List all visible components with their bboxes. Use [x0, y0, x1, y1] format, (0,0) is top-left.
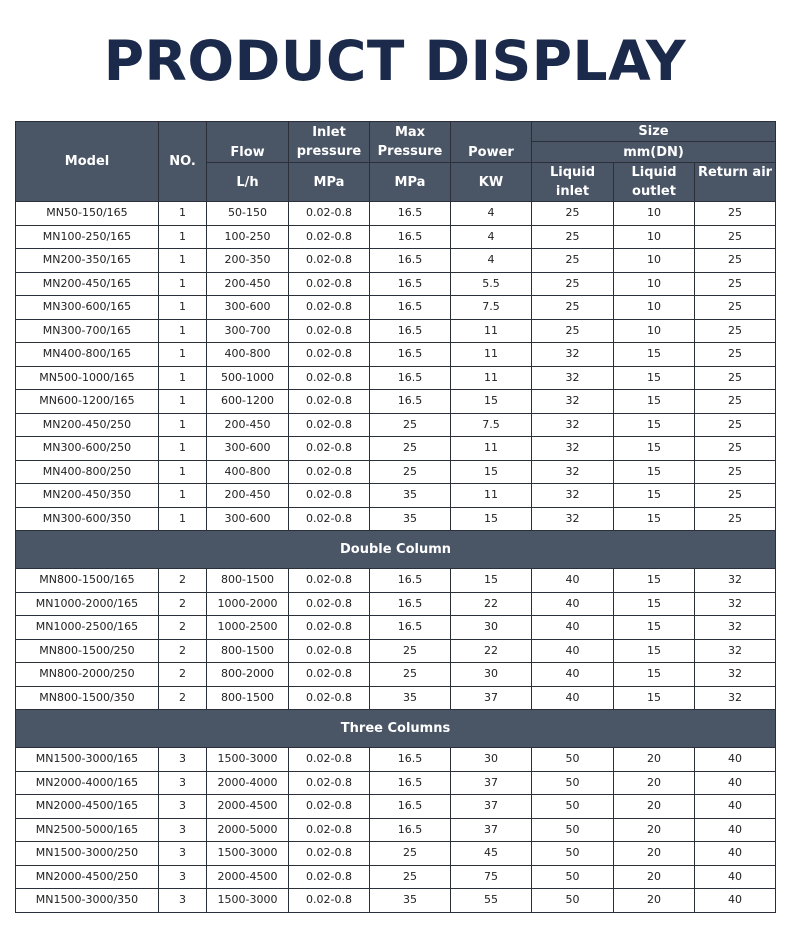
cell-power: 37 [451, 795, 532, 819]
table-row [16, 889, 776, 913]
table-row [16, 249, 776, 273]
cell-return-air: 25 [695, 507, 776, 531]
cell-return-air: 40 [695, 842, 776, 866]
cell-return-air: 25 [695, 437, 776, 461]
cell-flow: 1000-2500 [207, 616, 289, 640]
table-row [16, 748, 776, 772]
cell-model: MN200-350/165 [16, 249, 159, 273]
cell-return-air: 25 [695, 484, 776, 508]
cell-max-pressure: 16.5 [370, 390, 451, 414]
cell-inlet-pressure: 0.02-0.8 [289, 865, 370, 889]
cell-inlet-pressure: 0.02-0.8 [289, 484, 370, 508]
cell-inlet-pressure: 0.02-0.8 [289, 748, 370, 772]
table-row [16, 202, 776, 226]
cell-flow: 1000-2000 [207, 592, 289, 616]
cell-power: 37 [451, 818, 532, 842]
table-row [16, 225, 776, 249]
cell-model: MN400-800/165 [16, 343, 159, 367]
cell-no: 1 [159, 249, 207, 273]
cell-liquid-inlet: 50 [532, 771, 614, 795]
cell-flow: 300-700 [207, 319, 289, 343]
header-flow: Flow [207, 122, 289, 163]
cell-liquid-outlet: 15 [614, 616, 695, 640]
table-row [16, 639, 776, 663]
cell-flow: 200-450 [207, 484, 289, 508]
header-no: NO. [159, 122, 207, 202]
cell-max-pressure: 16.5 [370, 296, 451, 320]
cell-power: 15 [451, 390, 532, 414]
cell-no: 1 [159, 484, 207, 508]
cell-return-air: 25 [695, 460, 776, 484]
cell-model: MN200-450/350 [16, 484, 159, 508]
cell-liquid-outlet: 10 [614, 296, 695, 320]
cell-liquid-inlet: 50 [532, 748, 614, 772]
cell-model: MN1500-3000/250 [16, 842, 159, 866]
cell-flow: 300-600 [207, 507, 289, 531]
cell-liquid-inlet: 50 [532, 842, 614, 866]
cell-return-air: 40 [695, 795, 776, 819]
cell-max-pressure: 25 [370, 413, 451, 437]
cell-no: 1 [159, 296, 207, 320]
cell-liquid-inlet: 40 [532, 592, 614, 616]
cell-max-pressure: 16.5 [370, 795, 451, 819]
cell-max-pressure: 35 [370, 889, 451, 913]
cell-no: 3 [159, 889, 207, 913]
cell-liquid-outlet: 15 [614, 437, 695, 461]
cell-liquid-outlet: 15 [614, 366, 695, 390]
table-row [16, 484, 776, 508]
cell-return-air: 40 [695, 748, 776, 772]
cell-model: MN100-250/165 [16, 225, 159, 249]
table-row [16, 413, 776, 437]
cell-flow: 300-600 [207, 296, 289, 320]
cell-model: MN800-1500/165 [16, 569, 159, 593]
cell-liquid-outlet: 15 [614, 507, 695, 531]
table-row [16, 616, 776, 640]
cell-return-air: 32 [695, 639, 776, 663]
cell-liquid-outlet: 20 [614, 842, 695, 866]
cell-liquid-inlet: 40 [532, 686, 614, 710]
cell-model: MN1000-2500/165 [16, 616, 159, 640]
cell-liquid-inlet: 25 [532, 225, 614, 249]
cell-no: 1 [159, 202, 207, 226]
cell-liquid-outlet: 15 [614, 592, 695, 616]
cell-no: 1 [159, 343, 207, 367]
cell-no: 2 [159, 639, 207, 663]
cell-max-pressure: 16.5 [370, 616, 451, 640]
cell-liquid-outlet: 20 [614, 771, 695, 795]
cell-no: 3 [159, 795, 207, 819]
cell-max-pressure: 25 [370, 865, 451, 889]
cell-model: MN2000-4500/165 [16, 795, 159, 819]
table-row [16, 319, 776, 343]
cell-flow: 2000-4500 [207, 865, 289, 889]
section-row [16, 710, 776, 748]
cell-liquid-inlet: 32 [532, 343, 614, 367]
cell-return-air: 25 [695, 249, 776, 273]
cell-return-air: 25 [695, 319, 776, 343]
cell-model: MN400-800/250 [16, 460, 159, 484]
cell-liquid-inlet: 25 [532, 272, 614, 296]
cell-max-pressure: 16.5 [370, 343, 451, 367]
cell-model: MN300-600/250 [16, 437, 159, 461]
cell-power: 4 [451, 249, 532, 273]
cell-max-pressure: 16.5 [370, 319, 451, 343]
cell-power: 11 [451, 484, 532, 508]
cell-liquid-inlet: 25 [532, 296, 614, 320]
cell-power: 15 [451, 507, 532, 531]
cell-model: MN300-600/165 [16, 296, 159, 320]
cell-flow: 800-1500 [207, 686, 289, 710]
section-row [16, 531, 776, 569]
cell-flow: 2000-4000 [207, 771, 289, 795]
cell-power: 4 [451, 202, 532, 226]
cell-flow: 800-1500 [207, 639, 289, 663]
cell-return-air: 25 [695, 343, 776, 367]
cell-power: 30 [451, 748, 532, 772]
cell-no: 3 [159, 748, 207, 772]
cell-max-pressure: 16.5 [370, 569, 451, 593]
cell-flow: 400-800 [207, 460, 289, 484]
cell-flow: 1500-3000 [207, 889, 289, 913]
cell-liquid-inlet: 40 [532, 569, 614, 593]
cell-no: 1 [159, 272, 207, 296]
cell-inlet-pressure: 0.02-0.8 [289, 413, 370, 437]
table-row [16, 663, 776, 687]
cell-flow: 2000-5000 [207, 818, 289, 842]
cell-no: 2 [159, 663, 207, 687]
cell-max-pressure: 16.5 [370, 225, 451, 249]
cell-return-air: 40 [695, 865, 776, 889]
cell-return-air: 25 [695, 225, 776, 249]
cell-model: MN800-1500/350 [16, 686, 159, 710]
cell-liquid-inlet: 50 [532, 865, 614, 889]
cell-max-pressure: 25 [370, 663, 451, 687]
cell-power: 11 [451, 366, 532, 390]
cell-liquid-inlet: 40 [532, 663, 614, 687]
cell-liquid-inlet: 32 [532, 390, 614, 414]
cell-return-air: 32 [695, 592, 776, 616]
cell-model: MN800-1500/250 [16, 639, 159, 663]
cell-return-air: 32 [695, 569, 776, 593]
cell-power: 22 [451, 592, 532, 616]
cell-max-pressure: 35 [370, 686, 451, 710]
cell-return-air: 25 [695, 296, 776, 320]
cell-liquid-outlet: 15 [614, 390, 695, 414]
cell-inlet-pressure: 0.02-0.8 [289, 818, 370, 842]
cell-no: 2 [159, 592, 207, 616]
cell-model: MN2000-4000/165 [16, 771, 159, 795]
cell-model: MN1500-3000/165 [16, 748, 159, 772]
cell-liquid-outlet: 10 [614, 249, 695, 273]
table-row [16, 272, 776, 296]
header-power-unit: KW [451, 163, 532, 202]
cell-return-air: 32 [695, 663, 776, 687]
cell-liquid-outlet: 15 [614, 569, 695, 593]
header-max-pressure: Max Pressure [370, 122, 451, 163]
page-title: PRODUCT DISPLAY [103, 29, 687, 93]
cell-liquid-outlet: 10 [614, 202, 695, 226]
cell-power: 22 [451, 639, 532, 663]
cell-inlet-pressure: 0.02-0.8 [289, 663, 370, 687]
product-spec-table [15, 121, 776, 913]
table-row [16, 343, 776, 367]
cell-no: 2 [159, 569, 207, 593]
cell-liquid-outlet: 10 [614, 225, 695, 249]
cell-model: MN1500-3000/350 [16, 889, 159, 913]
cell-flow: 500-1000 [207, 366, 289, 390]
cell-no: 2 [159, 686, 207, 710]
cell-max-pressure: 16.5 [370, 771, 451, 795]
cell-inlet-pressure: 0.02-0.8 [289, 202, 370, 226]
cell-model: MN2000-4500/250 [16, 865, 159, 889]
cell-inlet-pressure: 0.02-0.8 [289, 639, 370, 663]
cell-no: 3 [159, 865, 207, 889]
cell-power: 5.5 [451, 272, 532, 296]
cell-no: 2 [159, 616, 207, 640]
cell-max-pressure: 25 [370, 639, 451, 663]
cell-max-pressure: 35 [370, 484, 451, 508]
cell-return-air: 25 [695, 366, 776, 390]
cell-liquid-inlet: 25 [532, 319, 614, 343]
cell-inlet-pressure: 0.02-0.8 [289, 686, 370, 710]
cell-liquid-inlet: 25 [532, 249, 614, 273]
table-row [16, 390, 776, 414]
cell-inlet-pressure: 0.02-0.8 [289, 795, 370, 819]
cell-liquid-outlet: 20 [614, 865, 695, 889]
cell-model: MN300-700/165 [16, 319, 159, 343]
header-model: Model [16, 122, 159, 202]
table-row [16, 795, 776, 819]
cell-inlet-pressure: 0.02-0.8 [289, 319, 370, 343]
cell-inlet-pressure: 0.02-0.8 [289, 343, 370, 367]
cell-max-pressure: 25 [370, 842, 451, 866]
cell-flow: 800-2000 [207, 663, 289, 687]
cell-power: 37 [451, 686, 532, 710]
cell-inlet-pressure: 0.02-0.8 [289, 272, 370, 296]
cell-flow: 100-250 [207, 225, 289, 249]
cell-liquid-outlet: 20 [614, 889, 695, 913]
cell-liquid-outlet: 15 [614, 484, 695, 508]
cell-power: 7.5 [451, 413, 532, 437]
cell-flow: 50-150 [207, 202, 289, 226]
cell-flow: 1500-3000 [207, 842, 289, 866]
cell-liquid-inlet: 25 [532, 202, 614, 226]
cell-max-pressure: 16.5 [370, 249, 451, 273]
cell-liquid-outlet: 15 [614, 639, 695, 663]
cell-model: MN2500-5000/165 [16, 818, 159, 842]
cell-return-air: 25 [695, 202, 776, 226]
cell-no: 1 [159, 413, 207, 437]
cell-model: MN300-600/350 [16, 507, 159, 531]
cell-inlet-pressure: 0.02-0.8 [289, 296, 370, 320]
cell-no: 3 [159, 818, 207, 842]
cell-return-air: 32 [695, 686, 776, 710]
cell-liquid-outlet: 15 [614, 663, 695, 687]
cell-no: 1 [159, 507, 207, 531]
cell-no: 1 [159, 319, 207, 343]
cell-inlet-pressure: 0.02-0.8 [289, 437, 370, 461]
header-size-unit: mm(DN) [532, 142, 776, 163]
cell-inlet-pressure: 0.02-0.8 [289, 771, 370, 795]
section-label: Three Columns [16, 710, 776, 748]
cell-return-air: 32 [695, 616, 776, 640]
header-inlet-pressure: Inlet pressure [289, 122, 370, 163]
cell-max-pressure: 25 [370, 460, 451, 484]
cell-inlet-pressure: 0.02-0.8 [289, 889, 370, 913]
cell-power: 30 [451, 616, 532, 640]
cell-inlet-pressure: 0.02-0.8 [289, 569, 370, 593]
cell-return-air: 40 [695, 889, 776, 913]
cell-liquid-outlet: 20 [614, 795, 695, 819]
cell-inlet-pressure: 0.02-0.8 [289, 842, 370, 866]
cell-liquid-outlet: 15 [614, 686, 695, 710]
header-power: Power [451, 122, 532, 163]
cell-inlet-pressure: 0.02-0.8 [289, 366, 370, 390]
cell-liquid-inlet: 32 [532, 507, 614, 531]
cell-model: MN600-1200/165 [16, 390, 159, 414]
cell-inlet-pressure: 0.02-0.8 [289, 225, 370, 249]
section-label: Double Column [16, 531, 776, 569]
cell-power: 11 [451, 343, 532, 367]
cell-liquid-inlet: 40 [532, 616, 614, 640]
cell-no: 1 [159, 390, 207, 414]
cell-inlet-pressure: 0.02-0.8 [289, 249, 370, 273]
cell-model: MN200-450/165 [16, 272, 159, 296]
cell-power: 15 [451, 460, 532, 484]
cell-no: 1 [159, 460, 207, 484]
cell-liquid-inlet: 50 [532, 818, 614, 842]
cell-max-pressure: 16.5 [370, 748, 451, 772]
table-row [16, 592, 776, 616]
cell-liquid-inlet: 32 [532, 437, 614, 461]
header-size: Size [532, 122, 776, 142]
cell-liquid-inlet: 32 [532, 484, 614, 508]
cell-no: 1 [159, 437, 207, 461]
header-liquid-inlet: Liquid inlet [532, 163, 614, 202]
cell-power: 4 [451, 225, 532, 249]
cell-inlet-pressure: 0.02-0.8 [289, 507, 370, 531]
table-row [16, 842, 776, 866]
table-row [16, 865, 776, 889]
cell-liquid-inlet: 40 [532, 639, 614, 663]
cell-no: 1 [159, 225, 207, 249]
cell-liquid-outlet: 10 [614, 272, 695, 296]
cell-liquid-outlet: 15 [614, 460, 695, 484]
table-row [16, 569, 776, 593]
cell-flow: 300-600 [207, 437, 289, 461]
cell-model: MN800-2000/250 [16, 663, 159, 687]
table-row [16, 686, 776, 710]
cell-liquid-outlet: 20 [614, 748, 695, 772]
cell-flow: 200-450 [207, 413, 289, 437]
table-row [16, 507, 776, 531]
cell-flow: 1500-3000 [207, 748, 289, 772]
header-liquid-outlet: Liquid outlet [614, 163, 695, 202]
cell-inlet-pressure: 0.02-0.8 [289, 592, 370, 616]
cell-inlet-pressure: 0.02-0.8 [289, 460, 370, 484]
cell-return-air: 25 [695, 272, 776, 296]
cell-max-pressure: 35 [370, 507, 451, 531]
cell-max-pressure: 16.5 [370, 202, 451, 226]
cell-power: 45 [451, 842, 532, 866]
cell-liquid-outlet: 15 [614, 413, 695, 437]
cell-liquid-inlet: 50 [532, 795, 614, 819]
cell-inlet-pressure: 0.02-0.8 [289, 616, 370, 640]
cell-model: MN500-1000/165 [16, 366, 159, 390]
cell-no: 3 [159, 842, 207, 866]
cell-flow: 2000-4500 [207, 795, 289, 819]
cell-no: 3 [159, 771, 207, 795]
cell-liquid-outlet: 10 [614, 319, 695, 343]
cell-model: MN1000-2000/165 [16, 592, 159, 616]
table-row [16, 818, 776, 842]
cell-liquid-inlet: 32 [532, 460, 614, 484]
cell-flow: 600-1200 [207, 390, 289, 414]
cell-power: 11 [451, 437, 532, 461]
table-row [16, 437, 776, 461]
cell-flow: 400-800 [207, 343, 289, 367]
cell-power: 7.5 [451, 296, 532, 320]
cell-max-pressure: 16.5 [370, 592, 451, 616]
cell-max-pressure: 16.5 [370, 272, 451, 296]
cell-inlet-pressure: 0.02-0.8 [289, 390, 370, 414]
cell-liquid-outlet: 15 [614, 343, 695, 367]
cell-return-air: 40 [695, 771, 776, 795]
cell-power: 75 [451, 865, 532, 889]
header-return-air: Return air [695, 163, 776, 202]
cell-flow: 200-450 [207, 272, 289, 296]
cell-power: 11 [451, 319, 532, 343]
cell-max-pressure: 16.5 [370, 366, 451, 390]
cell-power: 30 [451, 663, 532, 687]
cell-model: MN200-450/250 [16, 413, 159, 437]
cell-max-pressure: 25 [370, 437, 451, 461]
table-row [16, 460, 776, 484]
table-body [16, 202, 776, 913]
header-max-unit: MPa [370, 163, 451, 202]
cell-flow: 200-350 [207, 249, 289, 273]
cell-liquid-inlet: 32 [532, 366, 614, 390]
cell-liquid-outlet: 20 [614, 818, 695, 842]
cell-power: 55 [451, 889, 532, 913]
cell-max-pressure: 16.5 [370, 818, 451, 842]
header-flow-unit: L/h [207, 163, 289, 202]
cell-return-air: 25 [695, 413, 776, 437]
table-header [16, 122, 776, 202]
cell-liquid-inlet: 50 [532, 889, 614, 913]
cell-liquid-inlet: 32 [532, 413, 614, 437]
table-row [16, 771, 776, 795]
header-inlet-unit: MPa [289, 163, 370, 202]
cell-no: 1 [159, 366, 207, 390]
cell-model: MN50-150/165 [16, 202, 159, 226]
cell-return-air: 25 [695, 390, 776, 414]
cell-return-air: 40 [695, 818, 776, 842]
cell-power: 37 [451, 771, 532, 795]
cell-flow: 800-1500 [207, 569, 289, 593]
table-row [16, 366, 776, 390]
table-row [16, 296, 776, 320]
cell-power: 15 [451, 569, 532, 593]
